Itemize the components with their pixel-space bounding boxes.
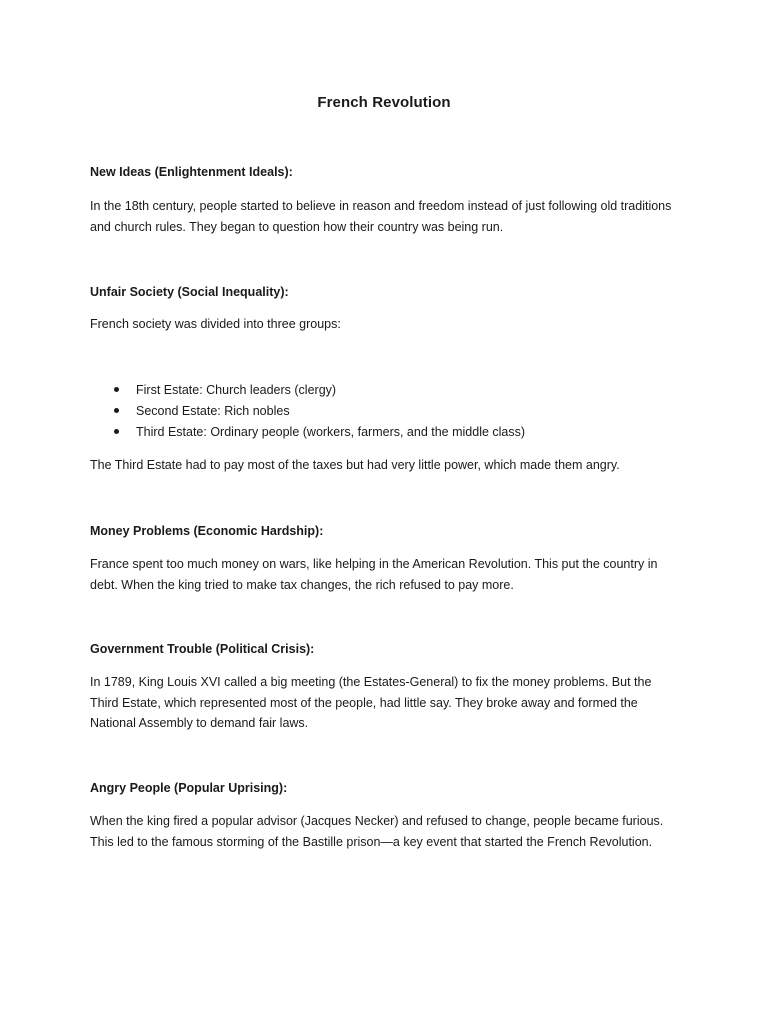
list-item-text: Second Estate: Rich nobles <box>136 403 290 418</box>
document-title: French Revolution <box>317 94 451 111</box>
list-item-text: Third Estate: Ordinary people (workers, farmers, and the middle class) <box>136 424 526 439</box>
section-heading-government-trouble: Government Trouble (Political Crisis): <box>90 642 315 656</box>
section-heading-money-problems: Money Problems (Economic Hardship): <box>90 524 324 538</box>
list-item-text: First Estate: Church leaders (clergy) <box>136 383 337 397</box>
section-paragraph-money-problems: France spent too much money on wars, like helping in the American Revolution. This put the country in debt. When the king tried to make tax changes, the rich refused to pay more. <box>90 557 658 592</box>
bullet-icon <box>114 408 119 413</box>
section-heading-new-ideas: New Ideas (Enlightenment Ideals): <box>90 165 293 179</box>
section-heading-unfair-society: Unfair Society (Social Inequality): <box>90 285 289 299</box>
section-paragraph-unfair-society-conclusion: The Third Estate had to pay most of the taxes but had very little power, which made them angry. <box>90 458 620 472</box>
estates-bullet-list <box>90 380 525 442</box>
section-heading-angry-people: Angry People (Popular Uprising): <box>90 781 288 795</box>
bullet-icon <box>114 387 119 392</box>
list-item <box>90 422 525 443</box>
section-paragraph-new-ideas: In the 18th century, people started to believe in reason and freedom instead of just following old traditions and church rules. They began to question how their country was being run. <box>90 199 672 234</box>
list-item <box>90 380 525 401</box>
section-paragraph-government-trouble: In 1789, King Louis XVI called a big meeting (the Estates-General) to fix the money problems. But the Third Estate, which represented most of the people, had little say. They broke away and formed the National Assembly to demand fair laws. <box>90 675 652 730</box>
list-item <box>90 401 525 422</box>
section-paragraph-angry-people: When the king fired a popular advisor (Jacques Necker) and refused to change, people became furious. This led to the famous storming of the Bastille prison—a key event that started the French Revolution. <box>90 814 664 849</box>
bullet-icon <box>114 429 119 434</box>
section-paragraph-unfair-society-intro: French society was divided into three groups: <box>90 317 341 331</box>
